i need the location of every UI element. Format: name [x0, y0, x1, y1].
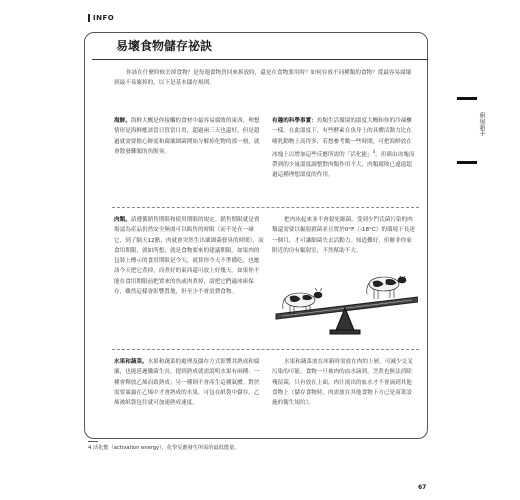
produce-paragraph — [114, 357, 264, 408]
footnote: 4 活化能（activation energy），化學反應發生所需的最低能量。 — [88, 445, 240, 451]
sidebar-tab-bottom — [457, 161, 477, 164]
meat-text: 請遵循銷售期限和使用期限的規定。銷售期限就是賣場認為產品仍然安全無虞可以販售的時限（而不是在一碰它，到了隔天12點，肉就會突然生出壞細菌發臭的時間），而食用期限，就如所想，就是食物要來的建議期限。如果肉的包裝上標示的食用期限是今天，就算你今天不準備吃，也應該今天把它煮掉，而煮好的東西還可放上好幾天。如果你不能在食用期限前把置來的魚或肉煮掉，請把它們適冰庫保存，雖然這樣會影響質地，但至少不會浪費食物。 — [114, 217, 264, 296]
meat-heading: 肉類。 — [114, 217, 131, 223]
intro-paragraph: 你該在什麼時候丟掉食物？是每週食物買回來拆放時，還是在食物要用時？如何存放不同種類的食物？從最容易腐壞到最不易壞掉的，以下是基本儲存規則。 — [114, 70, 412, 87]
sidebar-tab-top — [457, 97, 477, 100]
freezer-paragraph: 把肉冰起來並不會殺死細菌，受到少門氏菌污染的肉類還需要以輻射殺菌並且置於0°F（-18°C）的環境下長達一個月，才可讓細菌失去活動力。知道難好，但辦非你家附近的房有輻射室，不然幫助不大。 — [272, 217, 415, 254]
info-box-title: 易壞食物儲存祕訣 — [116, 39, 213, 53]
footnote-ref: 4 — [372, 148, 376, 154]
seafood-heading: 海鮮。 — [114, 118, 131, 124]
science-text-a: 魚類生活環境的溫度大概和你的冷凍櫃一樣，在此溫度下，有些酵素在魚身上的具體活動力比在哺乳動物上高得多，若想參考數一些時間，可把海鮮放在冰塊上以增加這些反應所需的「活化能」 — [272, 118, 412, 158]
cow-right-icon — [367, 276, 406, 299]
science-text-b: 。但藉由冰塊而帶到的少量溫度調整對肉類作用不大，肉類腐敗已遠遠超過這種理想溫度的作用。 — [272, 151, 415, 179]
science-paragraph — [272, 116, 416, 181]
page-number: 67 — [418, 484, 427, 491]
storage-paragraph: 水果和蔬菜放在冰箱時需放在肉的上層，可減少交叉污染的可能。食物一旦被肉的血水滴到，烹煮也無法消除殘留菌，只有放在上面，肉汁流出的血水才不會滴到其他食物上（儲存食物時，肉需放在其他食物下方已是商業設施的衛生規約）。 — [272, 359, 413, 407]
header-marker — [88, 14, 90, 22]
seafood-text: 海鮮大概是你接觸的食材中最容易腐敗的東西，理想情形是海鮮應該當日買當日用，超過兩三天也還好，但是超過就需要擔心鮮度和腐壞細菌開始分解掉化物的那一刻，就會散發難聞的魚腥臭。 — [114, 118, 260, 155]
produce-heading: 水果和蔬菜。 — [114, 359, 148, 365]
footnote-rule — [88, 441, 98, 442]
science-heading: 有趣的科學事實： — [272, 118, 317, 124]
sidebar-label: 廚房新手 — [478, 112, 485, 136]
meat-paragraph — [114, 215, 264, 297]
cows-seesaw-illustration — [272, 276, 418, 340]
seafood-paragraph — [114, 116, 264, 157]
section-header — [88, 14, 114, 22]
title-divider — [92, 59, 428, 60]
section-header-label: INFO — [93, 14, 115, 22]
produce-text: 水果和蔬菜的處理及儲存方式影響其熟成和腐壞，也能延遲黴菌生長。提到熟成就需說明水果有兩種：一種會釋放乙烯而致熟成；另一種則不會產生這種氣體。對於需要暴露在乙烯中才會熟成的水果，可包在紙袋中儲存，乙烯被紙袋包住就可加速熟成速度。 — [114, 359, 260, 407]
section-divider — [112, 207, 419, 208]
section-divider — [112, 349, 419, 350]
